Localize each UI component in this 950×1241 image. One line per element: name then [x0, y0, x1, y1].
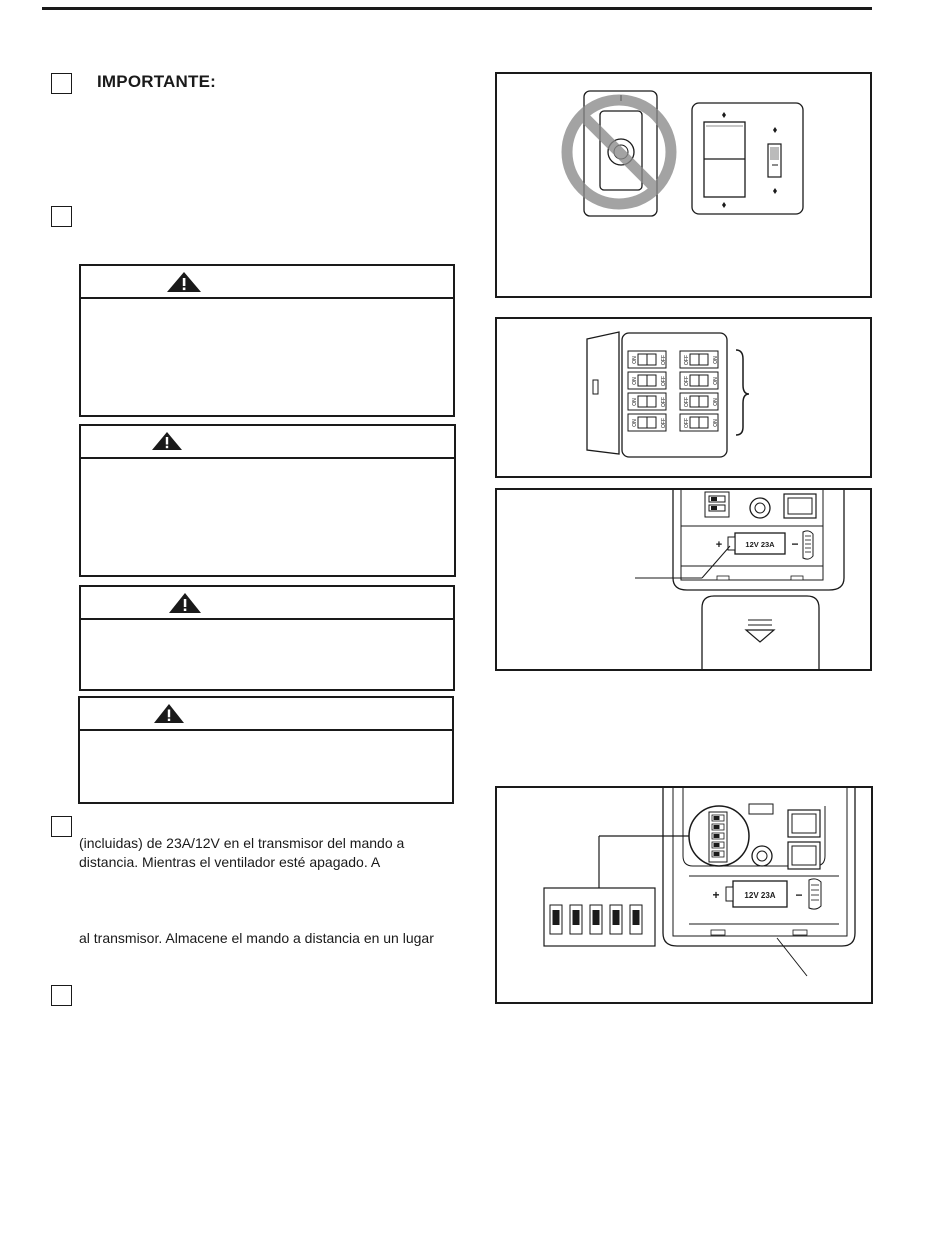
step-checkbox-4[interactable]: [51, 985, 72, 1006]
figure-dip-switches: [495, 786, 873, 1004]
top-rule: [42, 7, 872, 10]
warning-triangle-icon: [151, 431, 183, 451]
warning-header-2: [81, 426, 454, 459]
standard-switch-illustration: [692, 103, 803, 214]
warning-triangle-icon: [153, 703, 185, 724]
dip-switch-toggle: [633, 910, 640, 925]
battery-label-2: 12V 23A: [744, 891, 776, 900]
battery-minus-sign: −: [791, 537, 799, 551]
breaker-off-label: OFF: [684, 397, 690, 407]
step-checkbox-2[interactable]: [51, 206, 72, 227]
breaker-on-label: ON: [713, 419, 719, 427]
breaker-off-label: OFF: [684, 376, 690, 386]
breaker-on-label: ON: [713, 356, 719, 364]
step3-text-line-1: (incluidas) de 23A/12V en el transmisor del mando a: [79, 835, 405, 851]
battery-plus-sign-2: +: [712, 888, 720, 902]
battery-minus-sign-2: −: [795, 888, 803, 902]
dip-switch-toggle: [553, 910, 560, 925]
mini-dip-toggle: [714, 834, 720, 838]
battery-plus-sign: +: [715, 539, 723, 551]
mini-dip-toggle: [714, 816, 720, 820]
breaker-off-label: OFF: [661, 376, 667, 386]
step-checkbox-3[interactable]: [51, 816, 72, 837]
breaker-on-label: ON: [632, 356, 638, 364]
dip-switch-illustration: [497, 788, 873, 1004]
warning-header-3: [81, 587, 453, 620]
warning-header-1: [81, 266, 453, 299]
battery-label: 12V 23A: [745, 540, 775, 549]
breaker-panel-illustration: [497, 319, 872, 478]
wall-switch-illustration: [497, 74, 872, 298]
breaker-off-label: OFF: [661, 355, 667, 365]
dip-switch-toggle: [573, 910, 580, 925]
warning-box-3: [79, 585, 455, 691]
warning-box-4: [78, 696, 454, 804]
mini-dip-toggle: [714, 843, 720, 847]
warning-triangle-icon: [168, 592, 202, 614]
breaker-off-label: OFF: [661, 418, 667, 428]
dip-switch-toggle: [613, 910, 620, 925]
step3-text-line-2: distancia. Mientras el ventilador esté apagado. A: [79, 854, 381, 870]
step-checkbox-1[interactable]: [51, 73, 72, 94]
breaker-on-label: ON: [713, 398, 719, 406]
warning-triangle-icon: [166, 271, 202, 293]
figure-wall-switch: [495, 72, 872, 298]
breaker-on-label: ON: [713, 377, 719, 385]
remote-battery-illustration: [497, 490, 872, 671]
breaker-on-label: ON: [632, 398, 638, 406]
step3-text-line-3: al transmisor. Almacene el mando a distancia en un lugar: [79, 930, 434, 946]
dip-switch-toggle: [593, 910, 600, 925]
breaker-off-label: OFF: [684, 418, 690, 428]
important-heading: IMPORTANTE:: [97, 72, 216, 91]
dip-switch-closeup: [712, 815, 724, 857]
warning-box-2: [79, 424, 456, 577]
breaker-off-label: OFF: [661, 397, 667, 407]
breaker-off-label: OFF: [684, 355, 690, 365]
breaker-on-label: ON: [632, 377, 638, 385]
warning-header-4: [80, 698, 452, 731]
breaker-on-label: ON: [632, 419, 638, 427]
figure-breaker-panel: [495, 317, 872, 478]
mini-dip-toggle: [714, 825, 720, 829]
figure-remote-battery: [495, 488, 872, 671]
warning-box-1: [79, 264, 455, 417]
mini-dip-toggle: [714, 852, 720, 856]
